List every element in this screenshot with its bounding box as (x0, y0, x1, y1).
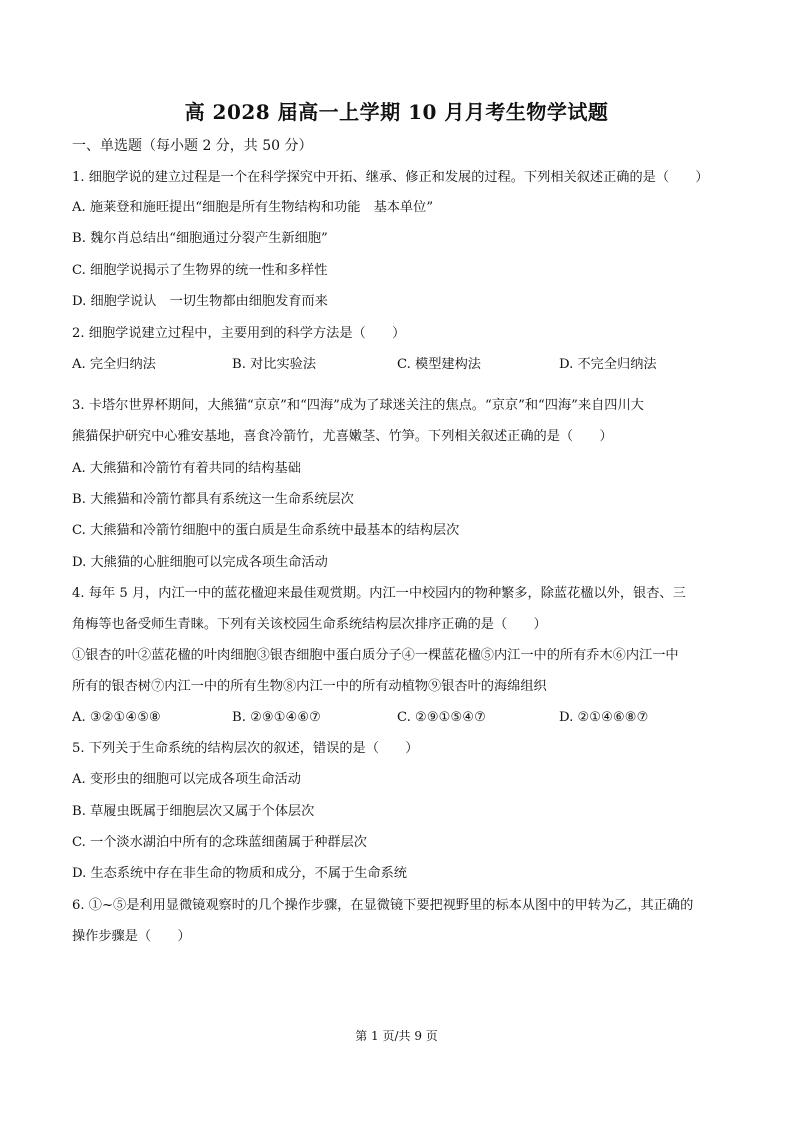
question-2-options (72, 356, 732, 374)
question-4-option-d: D. ②①④⑥⑧⑦ (559, 710, 649, 725)
question-1-option-c: C. 细胞学说揭示了生物界的统一性和多样性 (72, 263, 328, 278)
question-4-options (72, 709, 732, 727)
question-4-stem-line-4: 所有的银杏树⑦内江一中的所有生物⑧内江一中的所有动植物⑨银杏叶的海绵组织 (72, 679, 547, 694)
question-1-option-d: D. 细胞学说认 一切生物都由细胞发育而来 (72, 294, 328, 309)
question-4-option-a: A. ③②①④⑤⑧ (72, 710, 161, 725)
question-2-stem: 2. 细胞学说建立过程中，主要用到的科学方法是（ ） (72, 326, 406, 341)
question-2-option-d: D. 不完全归纳法 (559, 357, 657, 372)
question-6-stem-line-2: 操作步骤是（ ） (72, 929, 191, 944)
question-4-stem-line-3: ①银杏的叶②蓝花楹的叶肉细胞③银杏细胞中蛋白质分子④一棵蓝花楹⑤内江一中的所有乔木⑥内江一中 (72, 648, 679, 663)
question-2-option-c: C. 模型建构法 (397, 357, 481, 372)
question-3-option-d: D. 大熊猫的心脏细胞可以完成各项生命活动 (72, 555, 328, 570)
question-5-option-b: B. 草履虫既属于细胞层次又属于个体层次 (72, 804, 315, 819)
question-1-option-b: B. 魏尔肖总结出“细胞通过分裂产生新细胞” (72, 231, 328, 246)
question-3-option-b: B. 大熊猫和冷箭竹都具有系统这一生命系统层次 (72, 492, 354, 507)
page-footer: 第 1 页/共 9 页 (355, 1029, 438, 1043)
question-2-option-b: B. 对比实验法 (232, 357, 317, 372)
question-3-option-c: C. 大熊猫和冷箭竹细胞中的蛋白质是生命系统中最基本的结构层次 (72, 523, 460, 538)
question-1-stem: 1. 细胞学说的建立过程是一个在科学探究中开拓、继承、修正和发展的过程。下列相关叙述正确的是（ ） (72, 170, 709, 185)
question-6-stem-line-1: 6. ①~⑤是利用显微镜观察时的几个操作步骤，在显微镜下要把视野里的标本从图中的甲转为乙，其正确的 (72, 898, 694, 913)
question-2-option-a: A. 完全归纳法 (72, 357, 156, 372)
question-3-option-a: A. 大熊猫和冷箭竹有着共同的结构基础 (72, 461, 301, 476)
question-1-option-a: A. 施莱登和施旺提出“细胞是所有生物结构和功能 基本单位” (72, 200, 434, 215)
section-heading: 一、单选题（每小题 2 分，共 50 分） (72, 138, 313, 154)
question-4-stem-line-2: 角梅等也备受师生青睐。下列有关该校园生命系统结构层次排序正确的是（ ） (72, 617, 547, 632)
question-4-option-b: B. ②⑨①④⑥⑦ (232, 710, 322, 725)
question-4-option-c: C. ②⑨①⑤④⑦ (397, 710, 486, 725)
question-5-option-c: C. 一个淡水湖泊中所有的念珠蓝细菌属于种群层次 (72, 835, 367, 850)
exam-title: 高 2028 届高一上学期 10 月月考生物学试题 (184, 100, 609, 124)
question-3-stem-line-2: 熊猫保护研究中心雅安基地，喜食冷箭竹，尤喜嫩茎、竹笋。下列相关叙述正确的是（ ） (72, 429, 613, 444)
question-3-stem-line-1: 3. 卡塔尔世界杯期间，大熊猫“京京”和“四海”成为了球迷关注的焦点。“京京”和“四海”来自四川大 (72, 398, 644, 413)
question-5-stem: 5. 下列关于生命系统的结构层次的叙述，错误的是（ ） (72, 741, 419, 756)
question-4-stem-line-1: 4. 每年 5 月，内江一中的蓝花楹迎来最佳观赏期。内江一中校园内的物种繁多，除蓝花楹以外，银杏、三 (72, 586, 686, 601)
question-5-option-a: A. 变形虫的细胞可以完成各项生命活动 (72, 772, 301, 787)
question-5-option-d: D. 生态系统中存在非生命的物质和成分，不属于生命系统 (72, 866, 407, 881)
